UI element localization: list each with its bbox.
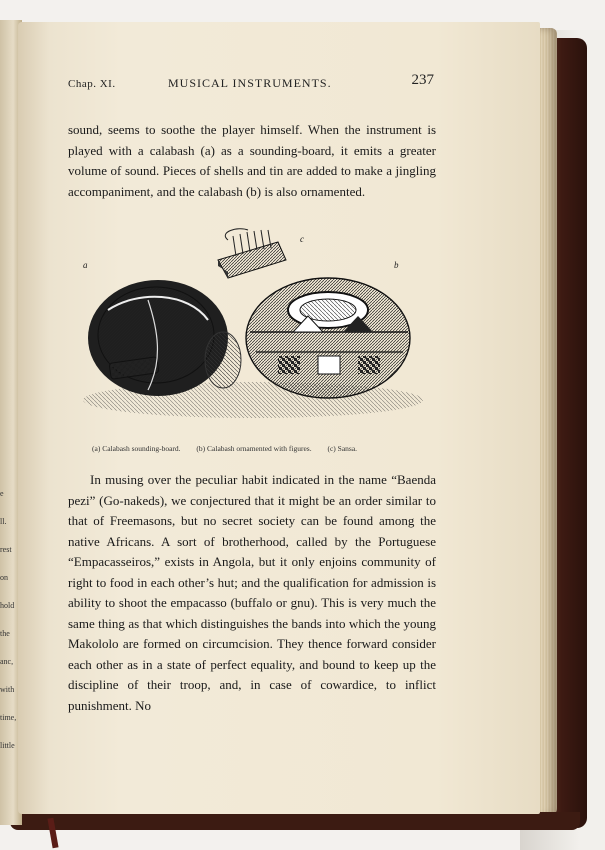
- fragment: the: [0, 629, 10, 638]
- page-number: 237: [411, 72, 434, 88]
- fragment: with: [0, 685, 15, 694]
- figure-label-b: b: [394, 260, 399, 270]
- fragment: hold: [0, 601, 15, 610]
- calabash-engraving: [78, 220, 428, 425]
- fragment: anc,: [0, 657, 14, 666]
- calabash-ornamented-icon: [246, 278, 410, 398]
- fragment: ll.: [0, 517, 7, 526]
- paragraph-text: In musing over the peculiar habit indicated in the name “Baenda pezi” (Go-nakeds), we conjectured that it might be an order similar to that of Freemasons, but no secret society can be found among the native Africans. A sort of brotherhood, called by the Portuguese “Empacasseiros,” exists in Angola, but it only enjoins community of right to food in each other’s hut; and the qualification for admission is ability to shoot the empacasso (buffalo or gnu). This is very much the same thing as that which distinguishes the bands into which the young Makololo are formed on circumcision. They thence forward consider each other as in a state of perfect equality, and bound to keep up the discipline of their troop, and, in case of cowardice, to inflict punishment. No: [68, 472, 436, 713]
- fragment: time,: [0, 713, 17, 722]
- caption-b: (b) Calabash ornamented with figures.: [196, 444, 312, 453]
- book-cover-bottom: [10, 812, 580, 830]
- paragraph-text: sound, seems to soothe the player himself. When the instrument is played with a calabash (a) as a sounding-board, it emits a greater volume of sound. Pieces of shells and tin are added to make a jingling accompaniment, and the calabash (b) is also ornamented.: [68, 122, 436, 199]
- caption-a: (a) Calabash sounding-board.: [92, 444, 181, 453]
- figure-illustration: [78, 220, 428, 425]
- chapter-label: Chap. XI.: [68, 78, 116, 90]
- left-page-fragments: [0, 480, 16, 760]
- fragment: e: [0, 489, 4, 498]
- sansa-icon: [218, 229, 286, 278]
- fragment: rest: [0, 545, 12, 554]
- figure-label-a: a: [83, 260, 88, 270]
- calabash-bowl-icon: [88, 280, 241, 396]
- running-title: MUSICAL INSTRUMENTS.: [168, 76, 332, 90]
- figure-caption: [92, 444, 432, 453]
- paragraph-2: [68, 470, 436, 716]
- figure-label-c: c: [300, 234, 304, 244]
- paragraph-1: [68, 120, 436, 202]
- fragment: on: [0, 573, 8, 582]
- running-header: [68, 72, 434, 94]
- caption-c: (c) Sansa.: [327, 444, 358, 453]
- fragment: little: [0, 741, 15, 750]
